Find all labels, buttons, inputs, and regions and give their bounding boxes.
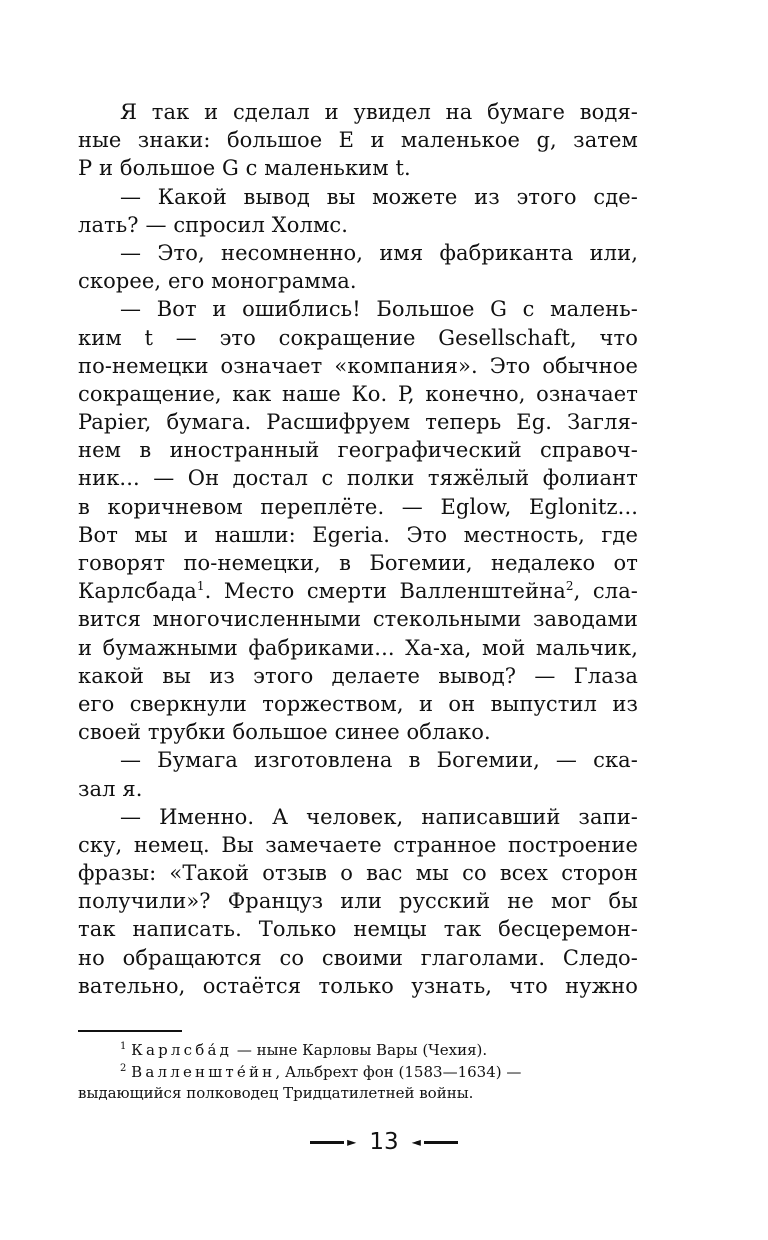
text-line — [78, 436, 638, 464]
text-line-content: так написать. Только немцы так бесцеремон- — [78, 917, 638, 942]
text-line — [78, 464, 638, 492]
text-line-content: но обращаются со своими глаголами. Следо- — [78, 945, 638, 970]
text-line — [78, 295, 638, 323]
text-line-content: зал я. — [78, 776, 143, 801]
text-line — [78, 98, 638, 126]
text-line-content: — Это, несомненно, имя фабриканта или, — [120, 240, 638, 265]
text-line-content: . Место смерти Валленштейна — [204, 579, 566, 604]
text-line-content: получили»? Француз или русский не мог бы — [78, 889, 638, 914]
text-line — [78, 324, 638, 352]
footnote-mark: 1 — [120, 1041, 127, 1052]
text-line — [78, 154, 638, 182]
text-line — [78, 577, 638, 605]
text-line-content: ску, немец. Вы замечаете странное построение — [78, 832, 638, 857]
folio-right-arrow-icon: ◄ — [411, 1135, 421, 1149]
text-line-content: скорее, его монограмма. — [78, 269, 357, 294]
text-line-content: вательно, остаётся только узнать, что нужно — [78, 973, 638, 998]
text-line-content: говорят по-немецки, в Богемии, недалеко от — [78, 551, 638, 575]
text-line — [78, 662, 638, 690]
main-text — [78, 98, 638, 1000]
text-line — [78, 380, 638, 408]
text-line — [78, 859, 638, 887]
text-line-content: фразы: «Такой отзыв о вас мы со всех сторон — [78, 861, 638, 886]
text-line-content: — Какой вывод вы можете из этого сде- — [120, 184, 638, 209]
footnote-text: — ныне Карловы Вары (Чехия). — [232, 1041, 488, 1059]
text-line — [78, 267, 638, 295]
footnote-1 — [78, 1040, 638, 1062]
folio-right-rule — [424, 1141, 458, 1144]
text-line — [78, 803, 638, 831]
text-line-content: вится многочисленными стекольными заводами — [78, 607, 638, 632]
footnote-separator — [78, 1030, 182, 1032]
text-line — [78, 549, 638, 577]
page-folio — [0, 1124, 768, 1160]
text-line — [78, 126, 638, 154]
text-line-content: лать? — спросил Холмс. — [78, 212, 349, 237]
text-line-content: нем в иностранный географический справоч- — [78, 438, 638, 463]
text-line — [78, 408, 638, 436]
text-line — [78, 183, 638, 211]
text-line-content: , сла- — [573, 579, 639, 604]
text-line-content: — Вот и ошиблись! Большое G с малень- — [120, 297, 638, 322]
text-line-content: Я так и сделал и увидел на бумаге водя- — [120, 100, 638, 124]
page-number: 13 — [369, 1129, 399, 1155]
folio-left-arrow-icon: ► — [347, 1135, 357, 1149]
text-line-content: ные знаки: большое E и маленькое g, затем — [78, 128, 638, 153]
text-line — [78, 634, 638, 662]
footnote-2 — [78, 1062, 638, 1084]
text-line — [78, 239, 638, 267]
text-line — [78, 211, 638, 239]
text-line — [78, 690, 638, 718]
footnote-ref: 1 — [196, 579, 205, 594]
footnote-continuation: выдающийся полководец Тридцатилетней войны. — [78, 1084, 474, 1102]
text-line — [78, 605, 638, 633]
text-line — [78, 915, 638, 943]
text-line-content: своей трубки большое синее облако. — [78, 720, 491, 745]
text-line-content: по-немецки означает «компания». Это обычное — [78, 353, 638, 378]
text-line — [78, 352, 638, 380]
footnotes — [78, 1040, 638, 1105]
text-line-content: ким t — это сокращение Gesellschaft, что — [78, 325, 638, 350]
text-line — [78, 944, 638, 972]
text-line-content: в коричневом переплёте. — Eglow, Eglonitz... — [78, 494, 638, 519]
text-line — [78, 493, 638, 521]
text-line — [78, 775, 638, 803]
text-line — [78, 972, 638, 1000]
text-line-content: Карлсбада — [78, 579, 197, 604]
text-line-content: Вот мы и нашли: Egeria. Это местность, где — [78, 522, 638, 547]
text-line-content: — Именно. А человек, написавший запи- — [120, 804, 638, 829]
text-line — [78, 831, 638, 859]
text-line-content: — Бумага изготовлена в Богемии, — ска- — [120, 748, 638, 773]
text-line-content: Papier, бумага. Расшифруем теперь Eg. Загля- — [78, 410, 638, 435]
text-line-content: какой вы из этого делаете вывод? — Глаза — [78, 663, 638, 688]
footnote-text: , Альбрехт фон (1583—1634) — — [275, 1062, 522, 1081]
folio-left-rule — [310, 1141, 344, 1144]
text-line — [78, 746, 638, 774]
text-line-content: его сверкнули торжеством, и он выпустил из — [78, 691, 638, 716]
text-line — [78, 521, 638, 549]
text-line-content: P и большое G с маленьким t. — [78, 156, 411, 181]
footnote-ref: 2 — [565, 579, 574, 594]
footnote-term: Карлсба́д — [131, 1041, 233, 1059]
text-line — [78, 718, 638, 746]
text-line-content: и бумажными фабриками... Ха-ха, мой мальчик, — [78, 635, 638, 660]
text-line-content: ник... — Он достал с полки тяжёлый фолиант — [78, 466, 638, 491]
text-line — [78, 887, 638, 915]
footnote-mark: 2 — [120, 1062, 127, 1074]
text-line-content: сокращение, как наше Ко. P, конечно, означает — [78, 381, 638, 406]
footnote-term: Валленште́йн — [131, 1062, 276, 1081]
